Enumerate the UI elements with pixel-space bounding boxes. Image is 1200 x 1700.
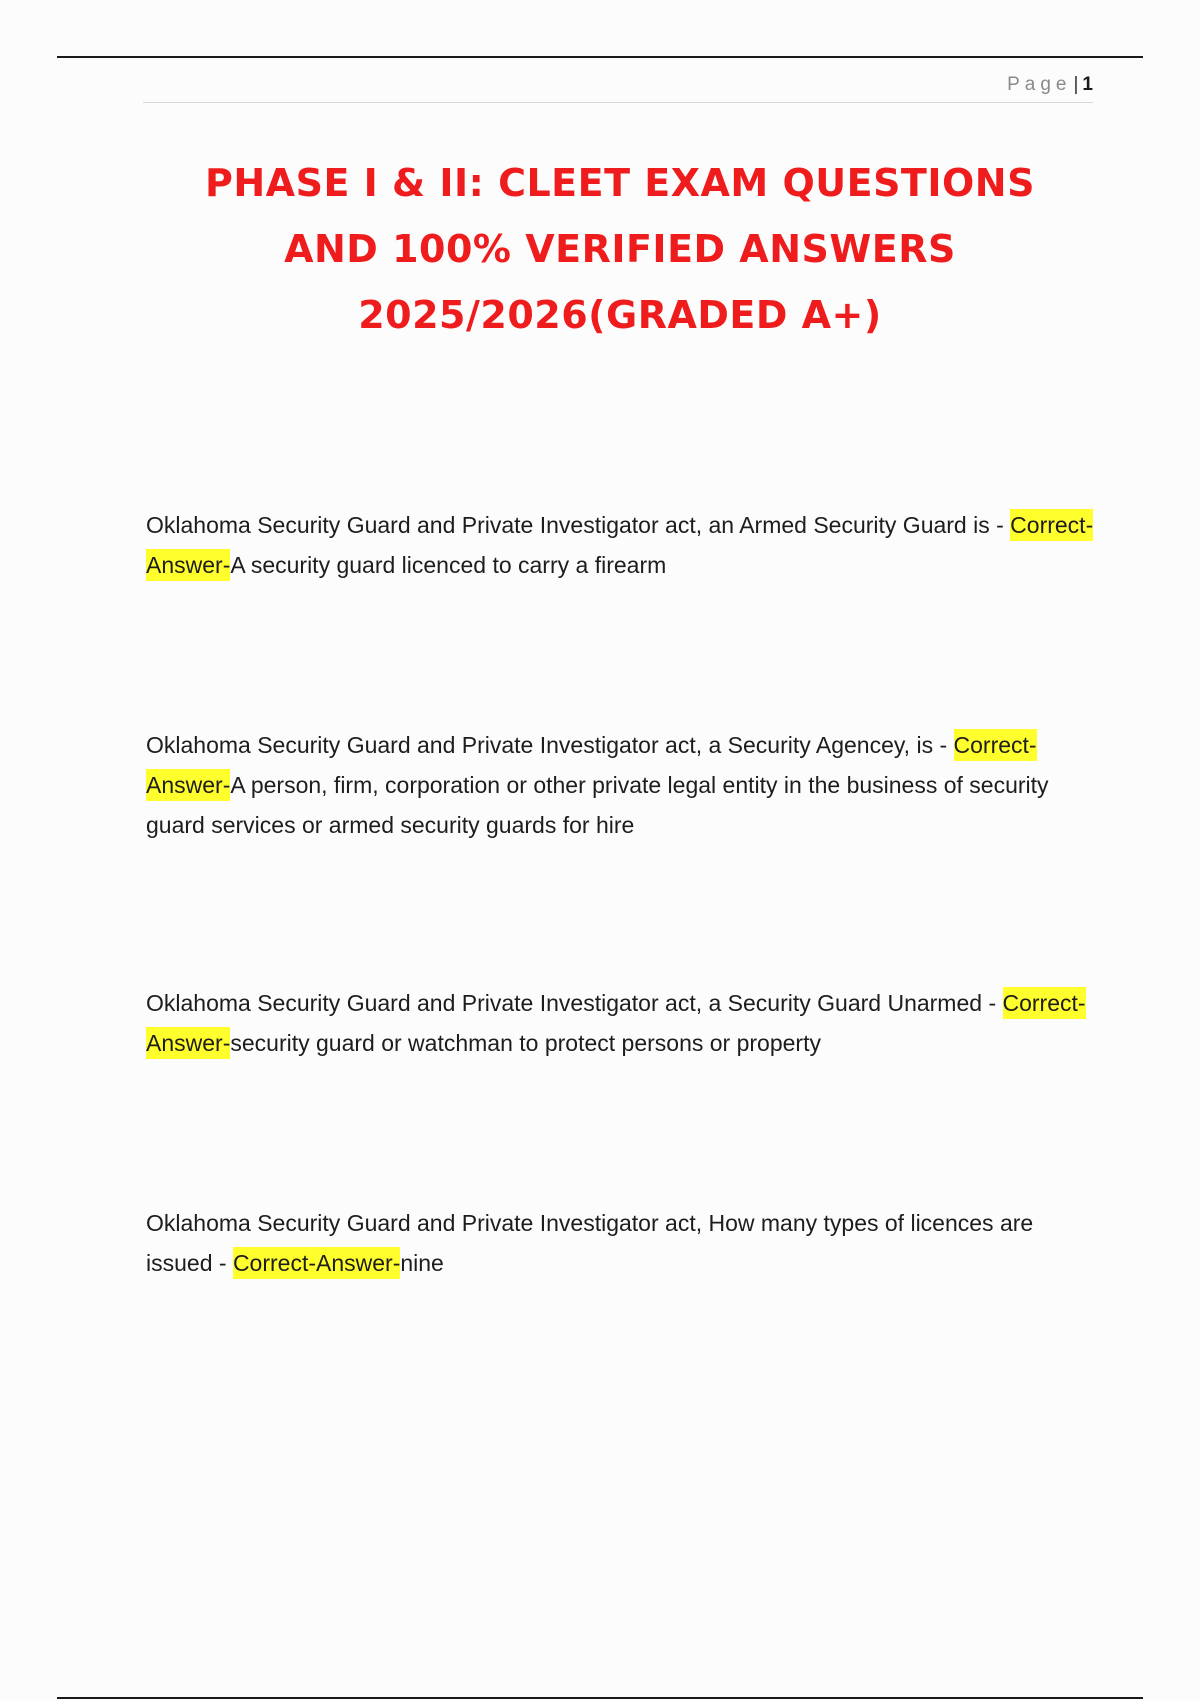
title-line-3: 2025/2026(GRADED A+) bbox=[358, 293, 882, 337]
top-rule bbox=[57, 56, 1143, 58]
title-line-1: PHASE I & II: CLEET EXAM QUESTIONS bbox=[205, 161, 1035, 205]
answer-marker: Correct-Answer- bbox=[146, 509, 1093, 581]
page-label: Page bbox=[1007, 74, 1072, 95]
page-number: 1 bbox=[1082, 74, 1093, 95]
page-separator: | bbox=[1073, 74, 1079, 95]
question-text: Oklahoma Security Guard and Private Investigator act, a Security Guard Unarmed - bbox=[146, 990, 997, 1016]
answer-marker: Correct-Answer- bbox=[146, 987, 1086, 1059]
answer-text: security guard or watchman to protect persons or property bbox=[230, 1030, 821, 1056]
question-text: Oklahoma Security Guard and Private Investigator act, How many types of licences are issued - bbox=[146, 1210, 1034, 1276]
page-header bbox=[143, 72, 1093, 103]
qa-item-2 bbox=[146, 725, 1096, 845]
qa-item-1 bbox=[146, 505, 1096, 585]
answer-text: A security guard licenced to carry a firearm bbox=[230, 552, 667, 578]
title-line-2: AND 100% VERIFIED ANSWERS bbox=[284, 227, 956, 271]
page-number-indicator bbox=[1007, 74, 1093, 96]
qa-item-3 bbox=[146, 983, 1096, 1063]
answer-text: A person, firm, corporation or other private legal entity in the business of security guard services or armed security guards for hire bbox=[146, 772, 1049, 838]
answer-marker: Correct-Answer- bbox=[233, 1247, 400, 1279]
answer-marker: Correct-Answer- bbox=[146, 729, 1037, 801]
qa-item-4 bbox=[146, 1203, 1096, 1283]
answer-text: nine bbox=[400, 1250, 444, 1276]
question-text: Oklahoma Security Guard and Private Investigator act, an Armed Security Guard is - bbox=[146, 512, 1004, 538]
document-title bbox=[120, 150, 1120, 348]
bottom-rule bbox=[57, 1697, 1143, 1699]
question-text: Oklahoma Security Guard and Private Investigator act, a Security Agencey, is - bbox=[146, 732, 948, 758]
